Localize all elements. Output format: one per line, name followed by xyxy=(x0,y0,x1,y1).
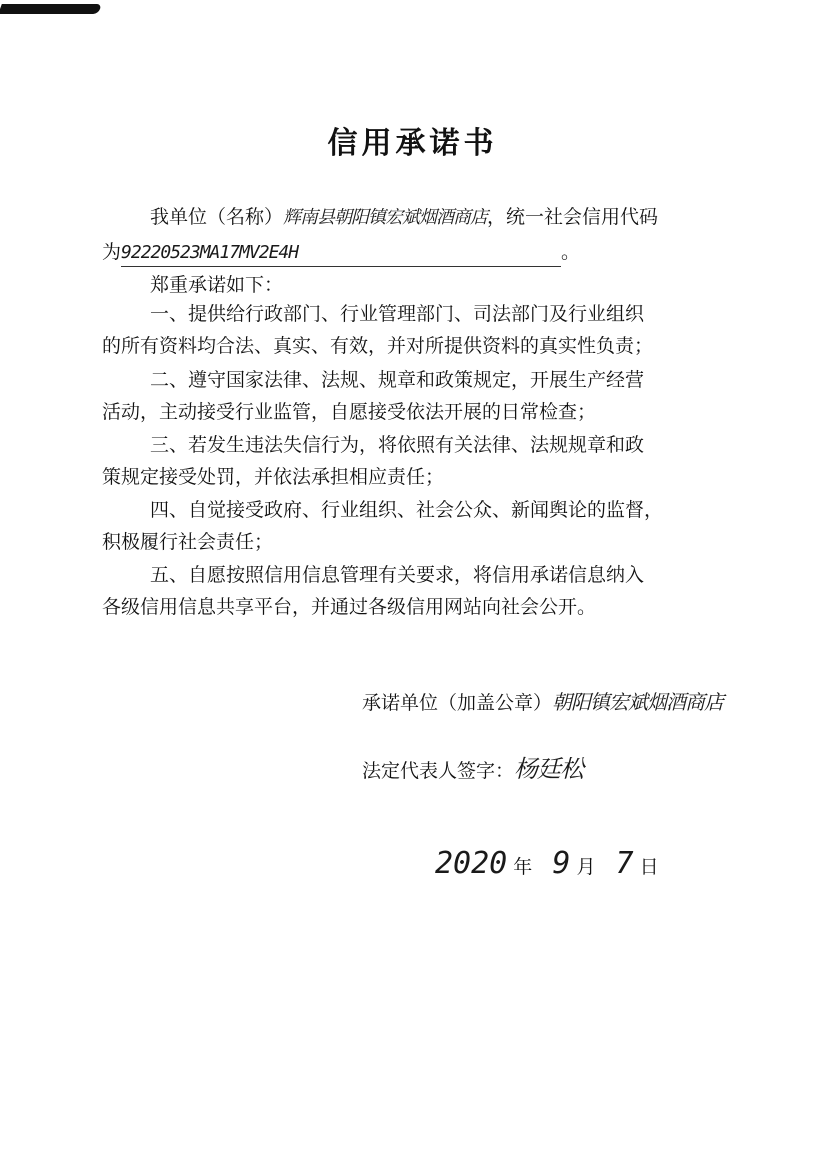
rep-label: 法定代表人签字： xyxy=(362,760,515,782)
item-5-line-2: 各级信用信息共享平台，并通过各级信用网站向社会公开。 xyxy=(102,596,597,618)
intro-line-1 xyxy=(150,205,658,230)
item-1-line-2: 的所有资料均合法、真实、有效，并对所提供资料的真实性负责； xyxy=(102,335,654,357)
item-3-line-1: 三、若发生违法失信行为，将依照有关法律、法规规章和政 xyxy=(150,434,645,456)
item-5-line-1: 五、自愿按照信用信息管理有关要求，将信用承诺信息纳入 xyxy=(150,564,645,586)
scan-edge-mark xyxy=(0,4,102,14)
code-end: 。 xyxy=(561,241,581,263)
item-1-line-1: 一、提供给行政部门、行业管理部门、司法部门及行业组织 xyxy=(150,303,645,325)
item-4-line-1: 四、自觉接受政府、行业组织、社会公众、新闻舆论的监督， xyxy=(150,499,664,521)
month-label: 月 xyxy=(576,856,596,878)
unit-label: 承诺单位（加盖公章） xyxy=(362,692,553,714)
item-2-line-1: 二、遵守国家法律、法规、规章和政策规定，开展生产经营 xyxy=(150,369,645,391)
item-3-line-2: 策规定接受处罚，并依法承担相应责任； xyxy=(102,466,445,488)
rep-signature-handwritten: 杨廷松 xyxy=(514,755,584,783)
seal-line xyxy=(362,690,723,715)
document-title: 信用承诺书 xyxy=(327,126,498,161)
date-line xyxy=(435,846,659,881)
item-2-line-2: 活动，主动接受行业监管，自愿接受依法开展的日常检查； xyxy=(102,401,597,423)
item-4-line-2: 积极履行社会责任； xyxy=(102,531,274,553)
code-prefix: 为 xyxy=(102,241,122,263)
company-name-handwritten: 辉南县朝阳镇宏斌烟酒商店 xyxy=(283,207,488,228)
year-handwritten: 2020 xyxy=(435,846,508,881)
intro-suffix: ，统一社会信用代码 xyxy=(487,206,659,228)
day-label: 日 xyxy=(639,856,659,878)
month-handwritten: 9 xyxy=(552,846,571,881)
commit-heading: 郑重承诺如下： xyxy=(150,274,284,296)
intro-line-2 xyxy=(102,240,580,267)
unit-name-handwritten: 朝阳镇宏斌烟酒商店 xyxy=(552,690,724,714)
year-label: 年 xyxy=(513,856,533,878)
credit-code-handwritten: 92220523MA17MV2E4H xyxy=(121,241,561,267)
intro-prefix: 我单位（名称） xyxy=(150,206,284,228)
day-handwritten: 7 xyxy=(615,846,634,881)
rep-signature-line xyxy=(362,757,583,783)
